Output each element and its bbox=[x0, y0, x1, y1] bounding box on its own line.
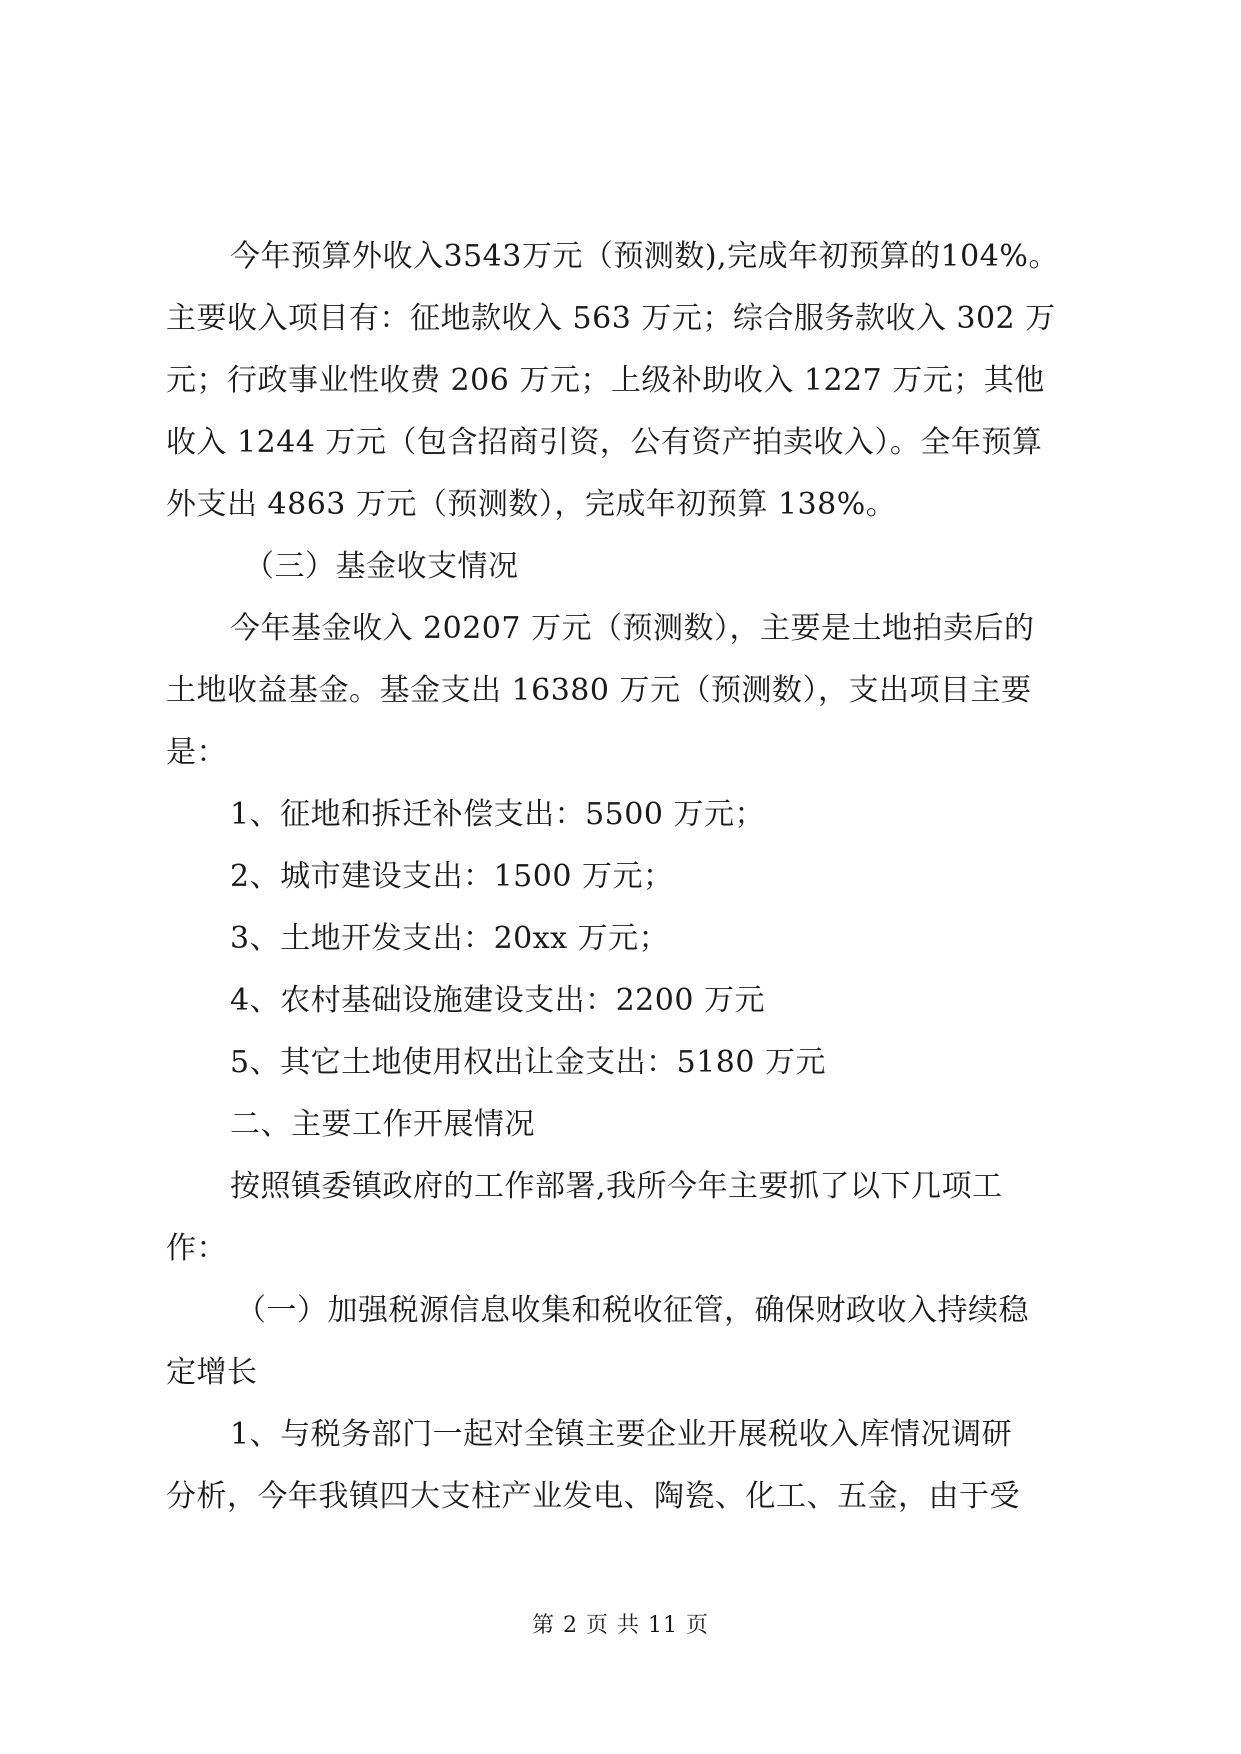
paragraph-line: 外支出 4863 万元（预测数），完成年初预算 138%。 bbox=[166, 487, 897, 522]
body-text bbox=[166, 226, 1076, 1528]
paragraph-line: 作： bbox=[166, 1231, 227, 1266]
list-item: 4、农村基础设施建设支出：2200 万元 bbox=[230, 983, 765, 1018]
section-heading: 定增长 bbox=[166, 1355, 258, 1390]
list-item: 5、其它土地使用权出让金支出：5180 万元 bbox=[230, 1045, 826, 1080]
section-heading: （三）基金收支情况 bbox=[244, 549, 519, 584]
paragraph-line: 1、与税务部门一起对全镇主要企业开展税收入库情况调研 bbox=[230, 1417, 1013, 1452]
paragraph-line: 是： bbox=[166, 735, 227, 770]
section-heading: 二、主要工作开展情况 bbox=[230, 1107, 535, 1142]
paragraph-line: 按照镇委镇政府的工作部署,我所今年主要抓了以下几项工 bbox=[230, 1169, 1003, 1204]
paragraph-line: 分析，今年我镇四大支柱产业发电、陶瓷、化工、五金，由于受 bbox=[166, 1479, 1020, 1514]
paragraph-line: 今年基金收入 20207 万元（预测数），主要是土地拍卖后的 bbox=[230, 611, 1035, 646]
paragraph-line: 主要收入项目有：征地款收入 563 万元；综合服务款收入 302 万 bbox=[166, 301, 1056, 336]
list-item: 1、征地和拆迁补偿支出：5500 万元； bbox=[230, 797, 765, 832]
paragraph-line: 土地收益基金。基金支出 16380 万元（预测数），支出项目主要 bbox=[166, 673, 1032, 708]
section-heading: （一）加强税源信息收集和税收征管，确保财政收入持续稳 bbox=[236, 1293, 1029, 1328]
paragraph-line: 今年预算外收入3543万元（预测数),完成年初预算的104%。 bbox=[230, 239, 1059, 274]
list-item: 2、城市建设支出：1500 万元； bbox=[230, 859, 674, 894]
paragraph-line: 元；行政事业性收费 206 万元；上级补助收入 1227 万元；其他 bbox=[166, 363, 1045, 398]
list-item: 3、土地开发支出：20xx 万元； bbox=[230, 921, 670, 956]
paragraph-line: 收入 1244 万元（包含招商引资，公有资产拍卖收入）。全年预算 bbox=[166, 425, 1043, 460]
page-number: 第 2 页 共 11 页 bbox=[532, 1613, 709, 1638]
